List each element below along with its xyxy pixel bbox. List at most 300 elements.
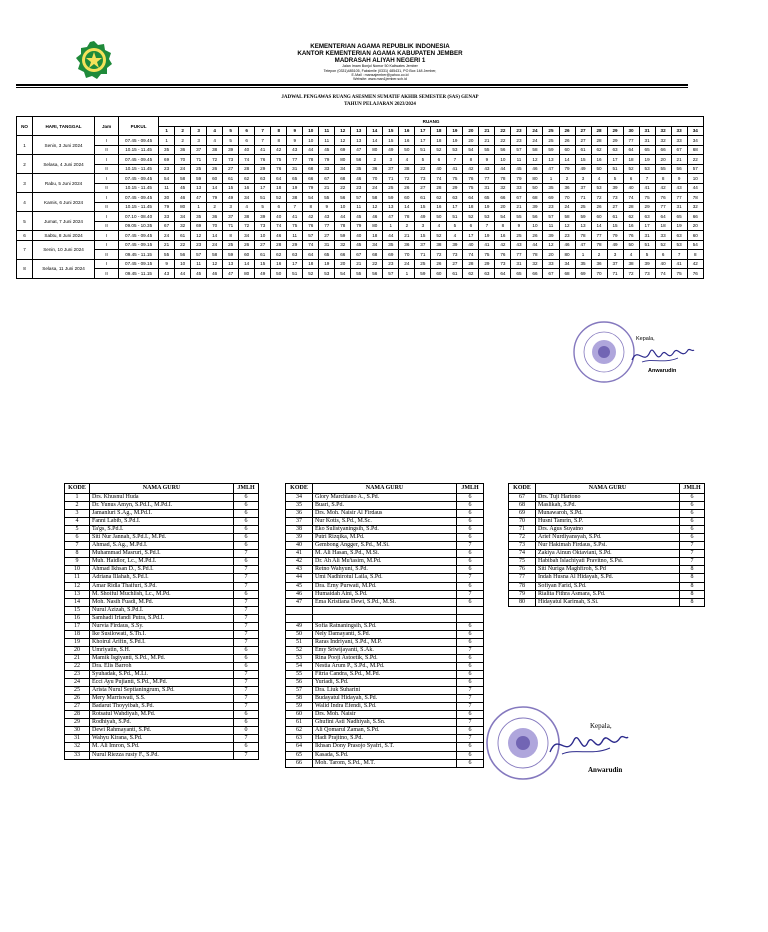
teacher-name: M. Ali Imron, S.Pd. [90,743,234,751]
supervisor-code: 6 [463,221,479,231]
teacher-code: 45 [286,582,313,590]
kemenag-logo-icon [74,40,114,80]
supervisor-code: 5 [639,250,655,260]
teacher-count: 7 [234,630,259,638]
teacher-count: 7 [457,735,484,743]
schedule-row [17,202,704,212]
supervisor-code: 28 [463,259,479,269]
supervisor-code: 55 [351,269,367,279]
supervisor-code: 50 [399,145,415,155]
teacher-count: 6 [457,598,484,606]
teacher-count: 7 [234,679,259,687]
supervisor-code: 50 [591,164,607,174]
session-jam: II [95,250,119,260]
teacher-code: 8 [65,550,90,558]
supervisor-code: 33 [543,259,559,269]
letterhead-address: Jalan Imam Bonjol Nomor 50 Kaliwates Jember [342,64,418,69]
room-number: 32 [655,126,671,136]
teacher-code: 63 [286,735,313,743]
teacher-code: 62 [286,727,313,735]
supervisor-code: 41 [479,240,495,250]
supervisor-code: 44 [687,183,703,193]
supervisor-code: 73 [255,221,271,231]
day-number: 7 [17,240,33,259]
supervisor-code: 60 [687,231,703,241]
supervisor-code: 56 [367,269,383,279]
teacher-code: 49 [286,622,313,630]
teacher-row [65,574,259,582]
supervisor-code: 8 [223,231,239,241]
supervisor-code: 77 [287,155,303,165]
supervisor-code: 16 [239,183,255,193]
supervisor-code: 22 [175,240,191,250]
supervisor-code: 59 [191,174,207,184]
teacher-count: 7 [234,695,259,703]
supervisor-code: 67 [351,250,367,260]
teacher-row [65,638,259,646]
supervisor-code: 60 [591,212,607,222]
session-time: 07.10 - 08.40 [119,212,159,222]
teacher-code: 34 [286,494,313,502]
supervisor-code: 77 [511,250,527,260]
supervisor-schedule-table [16,116,704,279]
teacher-count: 6 [234,494,259,502]
teacher-name: Ike Susilowati, S.Th.I. [90,630,234,638]
supervisor-code: 74 [463,250,479,260]
supervisor-code: 71 [575,193,591,203]
room-number: 2 [175,126,191,136]
supervisor-code: 58 [367,193,383,203]
teacher-name: Emy Sriwijayanti, S.Ak. [313,646,457,654]
teacher-name: Maslikah, S.Pd. [536,502,680,510]
supervisor-code: 62 [239,174,255,184]
teacher-row [65,510,259,518]
supervisor-code: 25 [415,259,431,269]
supervisor-code: 7 [255,136,271,146]
supervisor-code: 18 [463,202,479,212]
supervisor-code: 76 [687,269,703,279]
teacher-name: Rodhiyah, S.Pd. [90,719,234,727]
supervisor-code: 53 [639,164,655,174]
supervisor-code: 79 [303,183,319,193]
supervisor-code: 43 [287,145,303,155]
teacher-code: 18 [65,630,90,638]
supervisor-code: 63 [447,193,463,203]
teacher-code: 39 [286,534,313,542]
supervisor-code: 44 [303,145,319,155]
teacher-row [509,518,705,526]
supervisor-code: 29 [607,136,623,146]
teacher-count: 7 [457,719,484,727]
teacher-name: Nurul Azizah, S.Pd.I. [90,606,234,614]
supervisor-code: 39 [223,145,239,155]
teacher-name: Habibah Islachiyati Pravitno, S.Psi. [536,558,680,566]
teacher-count: 7 [234,735,259,743]
supervisor-code: 44 [175,269,191,279]
letterhead-website: Website: www.man1jember.sch.id [353,76,407,81]
supervisor-code: 20 [655,155,671,165]
supervisor-code: 47 [223,269,239,279]
supervisor-code: 59 [223,250,239,260]
teacher-name: Fitria Candra, S.Pd., M.Pd. [313,671,457,679]
supervisor-code: 28 [591,136,607,146]
teacher-name: Dewi Rahmayanti, S.Pd. [90,727,234,735]
teacher-code: 21 [65,654,90,662]
supervisor-code: 76 [271,164,287,174]
teacher-name: Drs. Khusnul Huda [90,494,234,502]
supervisor-code: 69 [159,155,175,165]
room-number: 12 [335,126,351,136]
supervisor-code: 6 [271,202,287,212]
signature-name-bottom: Anwarudin [588,766,623,774]
supervisor-code: 54 [159,174,175,184]
session-time: 10.15 - 11.45 [119,183,159,193]
supervisor-code: 9 [511,221,527,231]
supervisor-code: 5 [447,221,463,231]
teacher-count: 6 [234,526,259,534]
supervisor-code: 17 [447,202,463,212]
supervisor-code: 43 [479,164,495,174]
col-no: NO [17,117,33,136]
supervisor-code: 75 [287,221,303,231]
room-number: 24 [527,126,543,136]
supervisor-code: 11 [319,136,335,146]
supervisor-code: 79 [351,221,367,231]
supervisor-code: 37 [383,164,399,174]
teacher-count: 7 [457,590,484,598]
supervisor-code: 75 [463,183,479,193]
col-nama-guru: NAMA GURU [536,484,680,494]
teacher-row [509,550,705,558]
teacher-row [286,695,484,703]
session-jam: I [95,155,119,165]
supervisor-code: 34 [367,240,383,250]
supervisor-code: 42 [655,183,671,193]
supervisor-code: 5 [607,174,623,184]
teacher-code: 59 [286,703,313,711]
supervisor-code: 41 [639,183,655,193]
teacher-row [286,502,484,510]
supervisor-code: 71 [383,174,399,184]
supervisor-code: 61 [175,231,191,241]
supervisor-code: 17 [607,155,623,165]
supervisor-code: 34 [175,212,191,222]
supervisor-code: 24 [159,231,175,241]
teacher-code: 4 [65,518,90,526]
supervisor-code: 73 [447,250,463,260]
teacher-count: 6 [457,630,484,638]
teacher-count: 7 [680,542,705,550]
supervisor-code: 35 [575,259,591,269]
teacher-code: 47 [286,598,313,606]
supervisor-code: 51 [639,240,655,250]
supervisor-code: 47 [543,164,559,174]
teacher-name: Mery Marriswati, S.S. [90,695,234,703]
supervisor-code: 13 [351,136,367,146]
supervisor-code: 61 [255,250,271,260]
supervisor-code: 2 [591,250,607,260]
supervisor-code: 38 [287,193,303,203]
supervisor-code: 69 [383,250,399,260]
col-kode: KODE [65,484,90,494]
supervisor-code: 21 [671,155,687,165]
supervisor-code: 79 [207,193,223,203]
supervisor-code: 14 [207,231,223,241]
supervisor-code: 55 [655,164,671,174]
supervisor-code: 61 [447,269,463,279]
supervisor-code: 39 [607,183,623,193]
supervisor-code: 45 [511,164,527,174]
teacher-count: 7 [680,550,705,558]
teacher-count: 7 [457,574,484,582]
teacher-row [286,679,484,687]
schedule-row [17,269,704,279]
teacher-code [286,606,313,614]
supervisor-code: 56 [351,155,367,165]
teacher-row [65,662,259,670]
room-number: 33 [671,126,687,136]
supervisor-code: 80 [367,221,383,231]
supervisor-code: 13 [191,183,207,193]
supervisor-code: 52 [303,269,319,279]
supervisor-code: 4 [447,231,463,241]
supervisor-code: 54 [335,269,351,279]
supervisor-code: 21 [399,231,415,241]
teacher-row [509,526,705,534]
teacher-name: Dr. Ah Ali Mu'tasim, M.Pd. [313,558,457,566]
room-number: 7 [255,126,271,136]
teacher-row [286,687,484,695]
teacher-code: 31 [65,735,90,743]
room-number: 17 [415,126,431,136]
teacher-count: 8 [680,574,705,582]
teacher-count: 6 [234,743,259,751]
teacher-name: Fanni Labib, S.Pd.I. [90,518,234,526]
supervisor-code: 21 [351,259,367,269]
supervisor-code: 1 [543,174,559,184]
supervisor-code: 18 [303,259,319,269]
teacher-row [286,566,484,574]
supervisor-code: 75 [271,155,287,165]
supervisor-code: 8 [687,250,703,260]
teacher-name [313,614,457,622]
supervisor-code: 17 [639,221,655,231]
supervisor-code: 61 [607,212,623,222]
supervisor-code: 70 [175,155,191,165]
supervisor-code: 77 [319,221,335,231]
teacher-name: Rialita Fithra Asmara, S.Pd. [536,590,680,598]
supervisor-code: 15 [607,221,623,231]
teacher-code: 9 [65,558,90,566]
supervisor-code: 74 [655,269,671,279]
teacher-row [286,494,484,502]
supervisor-code: 7 [671,250,687,260]
supervisor-code: 49 [223,193,239,203]
supervisor-code: 14 [591,221,607,231]
teacher-row [286,662,484,670]
supervisor-code: 79 [559,164,575,174]
teacher-name: Nurvia Firdaus, S.Sy. [90,622,234,630]
supervisor-code: 2 [175,136,191,146]
teacher-code: 70 [509,518,536,526]
supervisor-code: 1 [399,269,415,279]
teacher-count: 7 [234,703,259,711]
supervisor-code: 1 [191,202,207,212]
supervisor-code: 58 [207,250,223,260]
teacher-count: 6 [457,727,484,735]
supervisor-code: 56 [335,193,351,203]
supervisor-code: 7 [287,202,303,212]
session-time: 07.45 - 09.45 [119,136,159,146]
teacher-name: Arief Nurdiyansyah, S.Pd. [536,534,680,542]
supervisor-code: 46 [271,231,287,241]
supervisor-code: 26 [207,164,223,174]
supervisor-code: 49 [415,212,431,222]
teacher-count: 6 [234,711,259,719]
supervisor-code: 8 [303,202,319,212]
supervisor-code: 13 [383,202,399,212]
teacher-row [65,534,259,542]
teacher-code: 14 [65,598,90,606]
supervisor-code: 15 [415,202,431,212]
supervisor-code: 41 [287,212,303,222]
supervisor-code: 63 [479,269,495,279]
teacher-code [286,614,313,622]
teacher-count: 7 [457,695,484,703]
supervisor-code: 66 [527,269,543,279]
teacher-count: 6 [234,502,259,510]
supervisor-code: 7 [639,174,655,184]
teacher-name: Dra. Elis Barroh [90,662,234,670]
teacher-row [286,751,484,759]
supervisor-code: 58 [559,212,575,222]
supervisor-code: 11 [543,221,559,231]
teacher-name: Yuriadi, S.Pd. [313,679,457,687]
schedule-row [17,174,704,184]
supervisor-code: 26 [431,259,447,269]
supervisor-code: 24 [175,164,191,174]
teacher-code: 10 [65,566,90,574]
session-time: 09.45 - 11.15 [119,250,159,260]
supervisor-code: 12 [367,202,383,212]
teacher-count: 7 [234,606,259,614]
supervisor-code: 16 [271,259,287,269]
supervisor-code: 9 [287,136,303,146]
col-nama-guru: NAMA GURU [313,484,457,494]
teacher-row [65,671,259,679]
schedule-row [17,212,704,222]
supervisor-code: 29 [287,240,303,250]
supervisor-code: 74 [303,240,319,250]
supervisor-code: 2 [207,202,223,212]
supervisor-code: 71 [191,155,207,165]
supervisor-code: 15 [255,259,271,269]
teacher-name: Putri Rizqika, M.Pd. [313,534,457,542]
teacher-count: 6 [234,662,259,670]
session-jam: II [95,221,119,231]
supervisor-code: 68 [527,193,543,203]
supervisor-code: 72 [207,155,223,165]
teacher-code: 61 [286,719,313,727]
teacher-code: 33 [65,751,90,759]
teacher-count: 6 [457,558,484,566]
supervisor-code: 29 [639,202,655,212]
supervisor-code: 52 [623,164,639,174]
teacher-code: 56 [286,679,313,687]
teacher-code: 55 [286,671,313,679]
supervisor-code: 28 [431,183,447,193]
teacher-name: M. Ali Hasan, S.Pd., M.Si. [313,550,457,558]
teacher-count: 7 [234,671,259,679]
teacher-table-2 [285,483,484,768]
supervisor-code: 42 [495,240,511,250]
supervisor-code: 63 [255,174,271,184]
supervisor-code: 33 [319,164,335,174]
room-number: 6 [239,126,255,136]
teacher-name: Arista Nurul Septianingrum, S.Pd. [90,687,234,695]
supervisor-code: 65 [511,269,527,279]
teacher-code: 23 [65,671,90,679]
supervisor-code: 70 [367,174,383,184]
supervisor-code: 62 [431,193,447,203]
teacher-row [286,719,484,727]
teacher-row [286,622,484,630]
teacher-row [509,502,705,510]
teacher-name: Eko Sulistyaningsih, S.Pd. [313,526,457,534]
supervisor-code: 44 [495,164,511,174]
supervisor-code: 56 [175,250,191,260]
teacher-name: Sofiyan Farid, S.Pd. [536,582,680,590]
supervisor-code: 41 [671,259,687,269]
letterhead-contact: Telepon (0331)485105, Faksimile (0331) 485431, PO Box 148 Jember, [323,68,437,73]
supervisor-code: 33 [159,212,175,222]
teacher-row [65,727,259,735]
session-time: 09.05 - 10.35 [119,221,159,231]
room-number: 30 [623,126,639,136]
session-jam: I [95,259,119,269]
document-title-line1: JADWAL PENGAWAS RUANG ASESMEN SUMATIF AKHIR SEMESTER (SAS) GENAP [281,95,479,100]
supervisor-code: 46 [175,193,191,203]
supervisor-code: 78 [303,155,319,165]
teacher-code: 36 [286,510,313,518]
supervisor-code: 36 [591,259,607,269]
supervisor-code: 43 [511,240,527,250]
supervisor-code: 25 [511,231,527,241]
teacher-count: 6 [457,638,484,646]
col-kode: KODE [286,484,313,494]
supervisor-code: 73 [223,155,239,165]
supervisor-code: 13 [543,155,559,165]
teacher-row [286,654,484,662]
supervisor-code: 11 [191,259,207,269]
teacher-code: 43 [286,566,313,574]
supervisor-code: 41 [255,145,271,155]
col-jmlh: JMLH [457,484,484,494]
teacher-row [286,526,484,534]
supervisor-code: 57 [191,250,207,260]
teacher-name: Glory Marchiano A., S.Pd. [313,494,457,502]
supervisor-code: 1 [383,221,399,231]
supervisor-code: 14 [367,136,383,146]
supervisor-code: 80 [367,145,383,155]
supervisor-code: 35 [159,145,175,155]
supervisor-code: 2 [367,155,383,165]
session-jam: II [95,164,119,174]
teacher-count: 6 [457,662,484,670]
letterhead-divider [16,84,688,86]
teacher-row [65,654,259,662]
supervisor-code: 14 [559,155,575,165]
